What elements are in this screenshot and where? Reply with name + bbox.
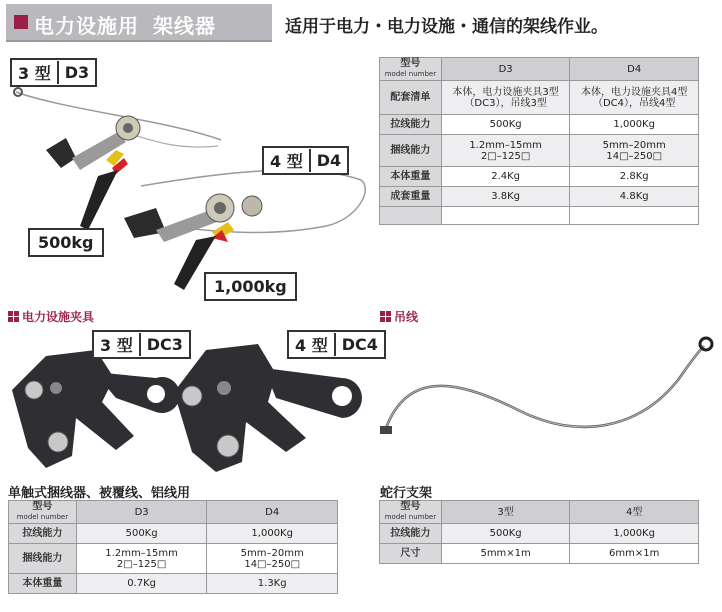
table-row bbox=[380, 524, 699, 544]
cell: 1.2mm–15mm 2□–125□ bbox=[76, 544, 207, 574]
model-label: 型号 bbox=[400, 58, 421, 69]
cell: 1.3Kg bbox=[207, 574, 338, 594]
wire-table-header-row bbox=[380, 501, 699, 524]
cell: 5mm×1m bbox=[441, 544, 570, 564]
cell: 1,000Kg bbox=[570, 115, 699, 135]
table-row bbox=[9, 524, 338, 544]
row-label: 配套清单 bbox=[380, 81, 442, 115]
d3-capacity-label: 500kg bbox=[28, 228, 104, 257]
section-bullet-icon bbox=[380, 311, 391, 322]
col-type4: 4型 bbox=[570, 501, 699, 524]
clamp-section-heading bbox=[8, 308, 94, 325]
table-row bbox=[380, 167, 699, 187]
cell bbox=[570, 207, 699, 225]
row-label bbox=[380, 207, 442, 225]
table-row bbox=[380, 207, 699, 225]
dc4-tag-type: 4 型 bbox=[295, 336, 328, 355]
cell: 1,000Kg bbox=[570, 524, 699, 544]
cell: 500Kg bbox=[441, 115, 570, 135]
d3-tag-model: D3 bbox=[64, 63, 90, 82]
row-label: 捆线能力 bbox=[380, 135, 442, 167]
title-band bbox=[6, 4, 272, 42]
section-bullet-icon bbox=[8, 311, 19, 322]
model-label-en: model number bbox=[384, 70, 437, 78]
table-row bbox=[380, 187, 699, 207]
cell: 3.8Kg bbox=[441, 187, 570, 207]
row-label: 本体重量 bbox=[9, 574, 77, 594]
clamp-spec-table bbox=[8, 500, 338, 594]
model-label-en: model number bbox=[16, 513, 69, 521]
row-label: 捆线能力 bbox=[9, 544, 77, 574]
main-spec-table bbox=[379, 57, 699, 225]
cell: 6mm×1m bbox=[570, 544, 699, 564]
title-square-icon bbox=[14, 15, 28, 29]
page-subtitle: 适用于电力・电力设施・通信的架线作业。 bbox=[285, 17, 608, 37]
cell: 本体，电力设施夹具3型 （DC3），吊线3型 bbox=[441, 81, 570, 115]
table-row bbox=[9, 544, 338, 574]
title-main: 电力设施用 bbox=[34, 14, 139, 38]
table-row bbox=[380, 81, 699, 115]
page-title bbox=[34, 10, 216, 39]
d4-tag-model: D4 bbox=[316, 151, 342, 170]
clamp-table-header-row bbox=[9, 501, 338, 524]
cell: 1,000Kg bbox=[207, 524, 338, 544]
d3-tag-type: 3 型 bbox=[18, 64, 51, 83]
row-label: 本体重量 bbox=[380, 167, 442, 187]
cell: 5mm–20mm 14□–250□ bbox=[570, 135, 699, 167]
row-label: 拉线能力 bbox=[380, 524, 442, 544]
model-label-en: model number bbox=[384, 513, 437, 521]
table-row bbox=[380, 544, 699, 564]
dc3-tag-type: 3 型 bbox=[100, 336, 133, 355]
table-row bbox=[9, 574, 338, 594]
cell: 4.8Kg bbox=[570, 187, 699, 207]
cell: 500Kg bbox=[76, 524, 207, 544]
d3-model-tag bbox=[10, 58, 97, 87]
d4-capacity-label: 1,000kg bbox=[204, 272, 297, 301]
row-label: 拉线能力 bbox=[380, 115, 442, 135]
main-table-header-row bbox=[380, 58, 699, 81]
cell: 1.2mm–15mm 2□–125□ bbox=[441, 135, 570, 167]
cell: 本体，电力设施夹具4型 （DC4），吊线4型 bbox=[570, 81, 699, 115]
d4-model-tag bbox=[262, 146, 349, 175]
table-row bbox=[380, 135, 699, 167]
table-row bbox=[380, 115, 699, 135]
col-d4: D4 bbox=[207, 501, 338, 524]
cell: 500Kg bbox=[441, 524, 570, 544]
wire-spec-table bbox=[379, 500, 699, 564]
title-sub: 架线器 bbox=[153, 14, 216, 38]
cell bbox=[441, 207, 570, 225]
cell: 2.4Kg bbox=[441, 167, 570, 187]
row-label: 拉线能力 bbox=[9, 524, 77, 544]
dc4-model-tag bbox=[287, 330, 386, 359]
dc3-model-tag bbox=[92, 330, 191, 359]
row-label: 成套重量 bbox=[380, 187, 442, 207]
cell: 0.7Kg bbox=[76, 574, 207, 594]
col-d3: D3 bbox=[441, 58, 570, 81]
wire-heading-text: 吊线 bbox=[394, 310, 419, 324]
col-d4: D4 bbox=[570, 58, 699, 81]
model-label: 型号 bbox=[400, 501, 421, 512]
clamp-caption: 单触式捆线器、被覆线、铝线用 bbox=[8, 486, 191, 501]
dc4-tag-model: DC4 bbox=[341, 335, 378, 354]
cell: 2.8Kg bbox=[570, 167, 699, 187]
model-label: 型号 bbox=[32, 501, 53, 512]
puller-photo bbox=[6, 80, 370, 300]
row-label: 尺寸 bbox=[380, 544, 442, 564]
wire-photo bbox=[378, 330, 718, 480]
wire-section-heading bbox=[380, 308, 418, 325]
col-d3: D3 bbox=[76, 501, 207, 524]
d4-tag-type: 4 型 bbox=[270, 152, 303, 171]
wire-caption: 蛇行支架 bbox=[380, 486, 433, 501]
col-type3: 3型 bbox=[441, 501, 570, 524]
dc3-tag-model: DC3 bbox=[146, 335, 183, 354]
cell: 5mm–20mm 14□–250□ bbox=[207, 544, 338, 574]
clamp-heading-text: 电力设施夹具 bbox=[22, 310, 95, 324]
